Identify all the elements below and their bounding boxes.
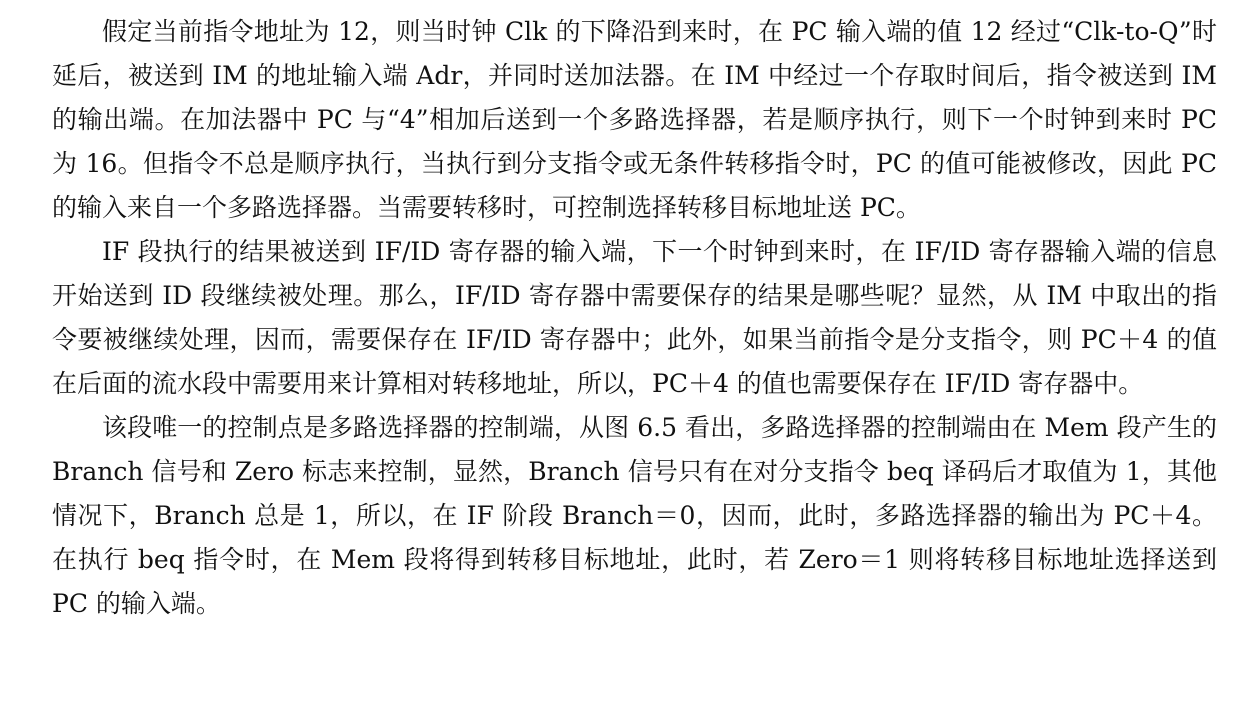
- paragraph-mux-control: 该段唯一的控制点是多路选择器的控制端，从图 6.5 看出，多路选择器的控制端由在 Mem 段产生的 Branch 信号和 Zero 标志来控制，显然，Branch 信号只有在对分支指令 beq 译码后才取值为 1，其他情况下，Branch 总是 1，所以，在 IF 阶段 Branch＝0，因而，此时，多路选择器的输出为 PC＋4。在执行 beq 指令时，在 Mem 段将得到转移目标地址，此时，若 Zero＝1 则将转移目标地址选择送到 PC 的输入端。: [52, 413, 1217, 618]
- document-body: [52, 10, 1217, 626]
- paragraph-if-stage-pc: 假定当前指令地址为 12，则当时钟 Clk 的下降沿到来时，在 PC 输入端的值 12 经过“Clk-to-Q”时延后，被送到 IM 的地址输入端 Adr，并同时送加法器。在 IM 中经过一个存取时间后，指令被送到 IM 的输出端。在加法器中 PC 与“4”相加后送到一个多路选择器，若是顺序执行，则下一个时钟到来时 PC 为 16。但指令不总是顺序执行，当执行到分支指令或无条件转移指令时，PC 的值可能被修改，因此 PC 的输入来自一个多路选择器。当需要转移时，可控制选择转移目标地址送 PC。: [52, 17, 1217, 222]
- paragraph-if-id-register: IF 段执行的结果被送到 IF/ID 寄存器的输入端，下一个时钟到来时，在 IF/ID 寄存器输入端的信息开始送到 ID 段继续被处理。那么，IF/ID 寄存器中需要保存的结果是哪些呢？显然，从 IM 中取出的指令要被继续处理，因而，需要保存在 IF/ID 寄存器中；此外，如果当前指令是分支指令，则 PC＋4 的值在后面的流水段中需要用来计算相对转移地址，所以，PC＋4 的值也需要保存在 IF/ID 寄存器中。: [52, 237, 1217, 398]
